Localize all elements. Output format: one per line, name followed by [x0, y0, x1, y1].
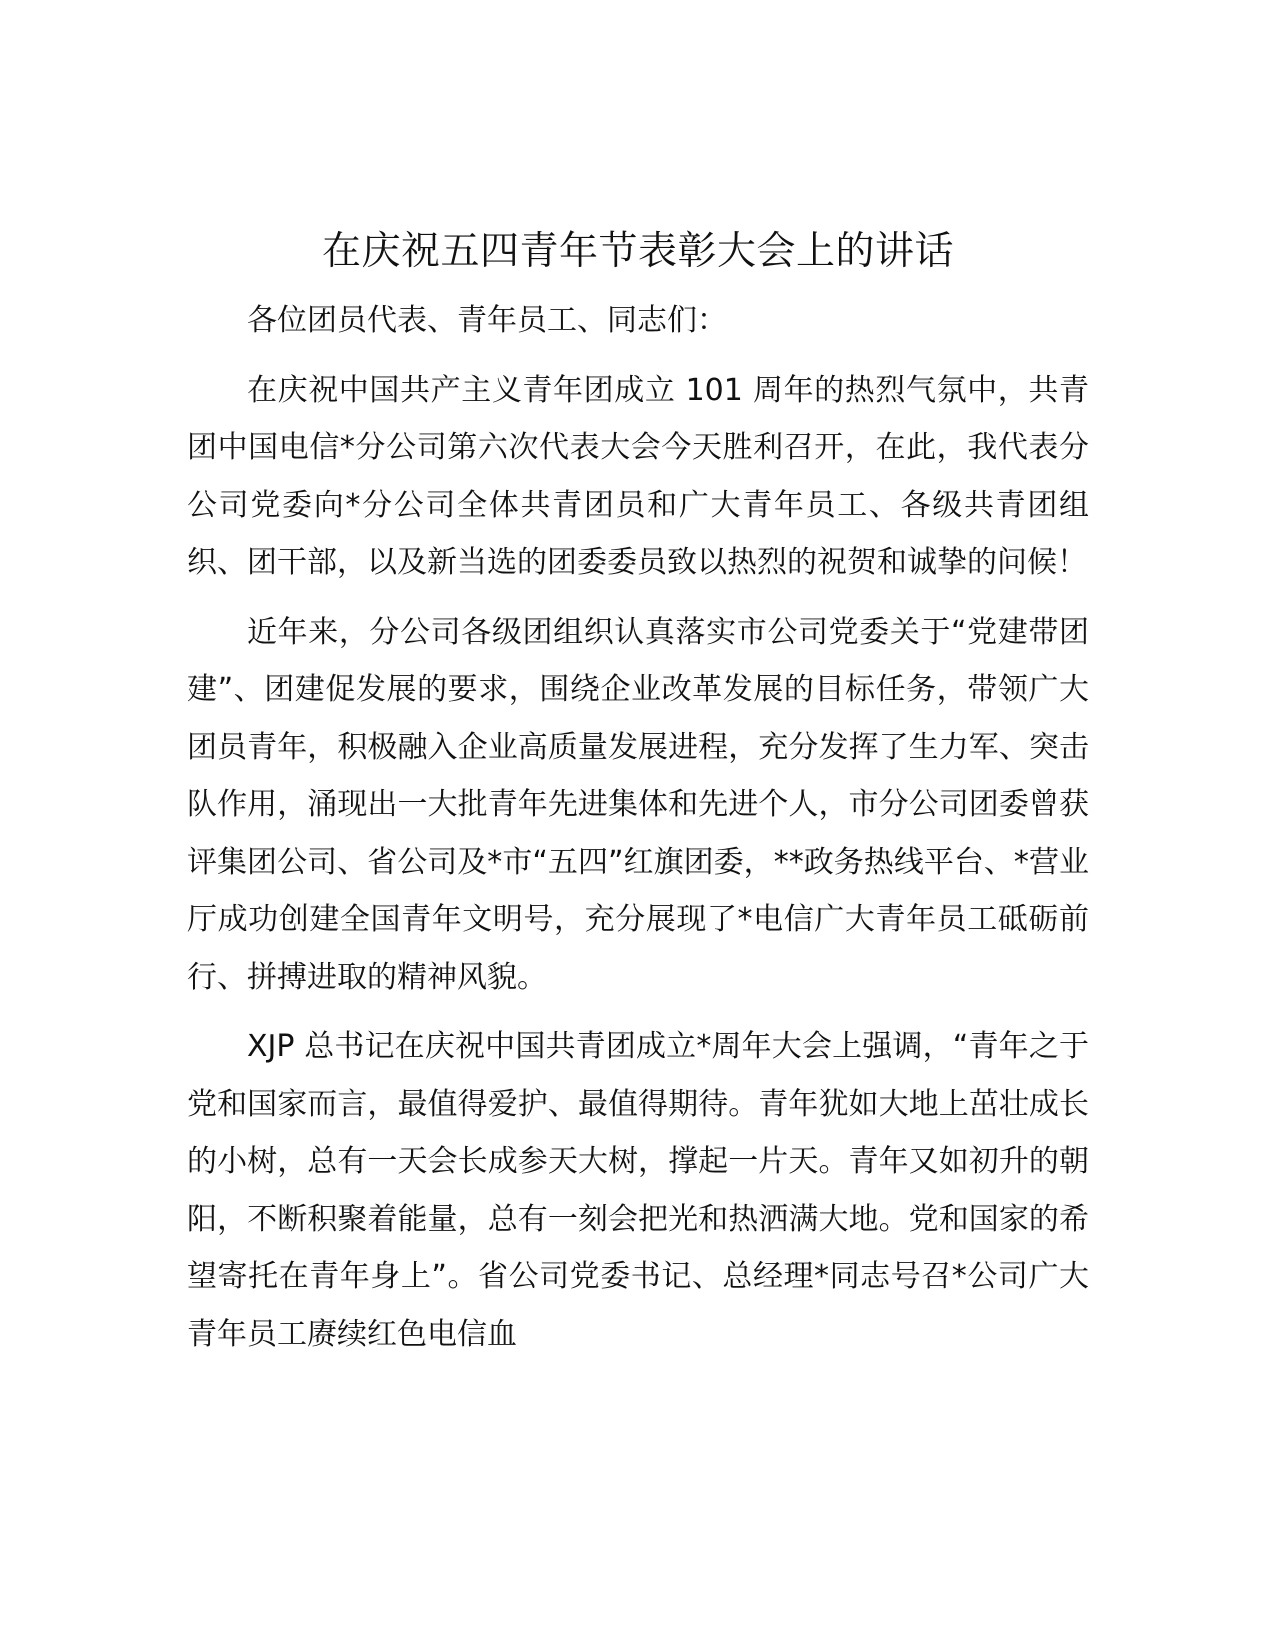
document-title: 在庆祝五四青年节表彰大会上的讲话	[321, 229, 954, 274]
paragraph-3: XJP 总书记在庆祝中国共青团成立*周年大会上强调，“青年之于党和国家而言，最值得爱护、最值得期待。青年犹如大地上茁壮成长的小树，总有一天会长成参天大树，撑起一片天。青年又如初升的朝阳，不断积聚着能量，总有一刻会把光和热洒满大地。党和国家的希望寄托在青年身上”。省公司党委书记、总经理*同志号召*公司广大青年员工赓续红色电信血	[187, 1029, 1089, 1352]
salutation: 各位团员代表、青年员工、同志们：	[247, 303, 727, 338]
paragraph-2: 近年来，分公司各级团组织认真落实市公司党委关于“党建带团建”、团建促发展的要求，围绕企业改革发展的目标任务，带领广大团员青年，积极融入企业高质量发展进程，充分发挥了生力军、突击队作用，涌现出一大批青年先进集体和先进个人，市分公司团委曾获评集团公司、省公司及*市“五四”红旗团委，**政务热线平台、*营业厅成功创建全国青年文明号，充分展现了*电信广大青年员工砥砺前行、拼搏进取的精神风貌。	[187, 614, 1089, 995]
paragraph-1: 在庆祝中国共产主义青年团成立 101 周年的热烈气氛中，共青团中国电信*分公司第六次代表大会今天胜利召开，在此，我代表分公司党委向*分公司全体共青团员和广大青年员工、各级共青团组织、团干部，以及新当选的团委委员致以热烈的祝贺和诚挚的问候！	[187, 372, 1089, 580]
document-page	[187, 222, 1089, 1375]
